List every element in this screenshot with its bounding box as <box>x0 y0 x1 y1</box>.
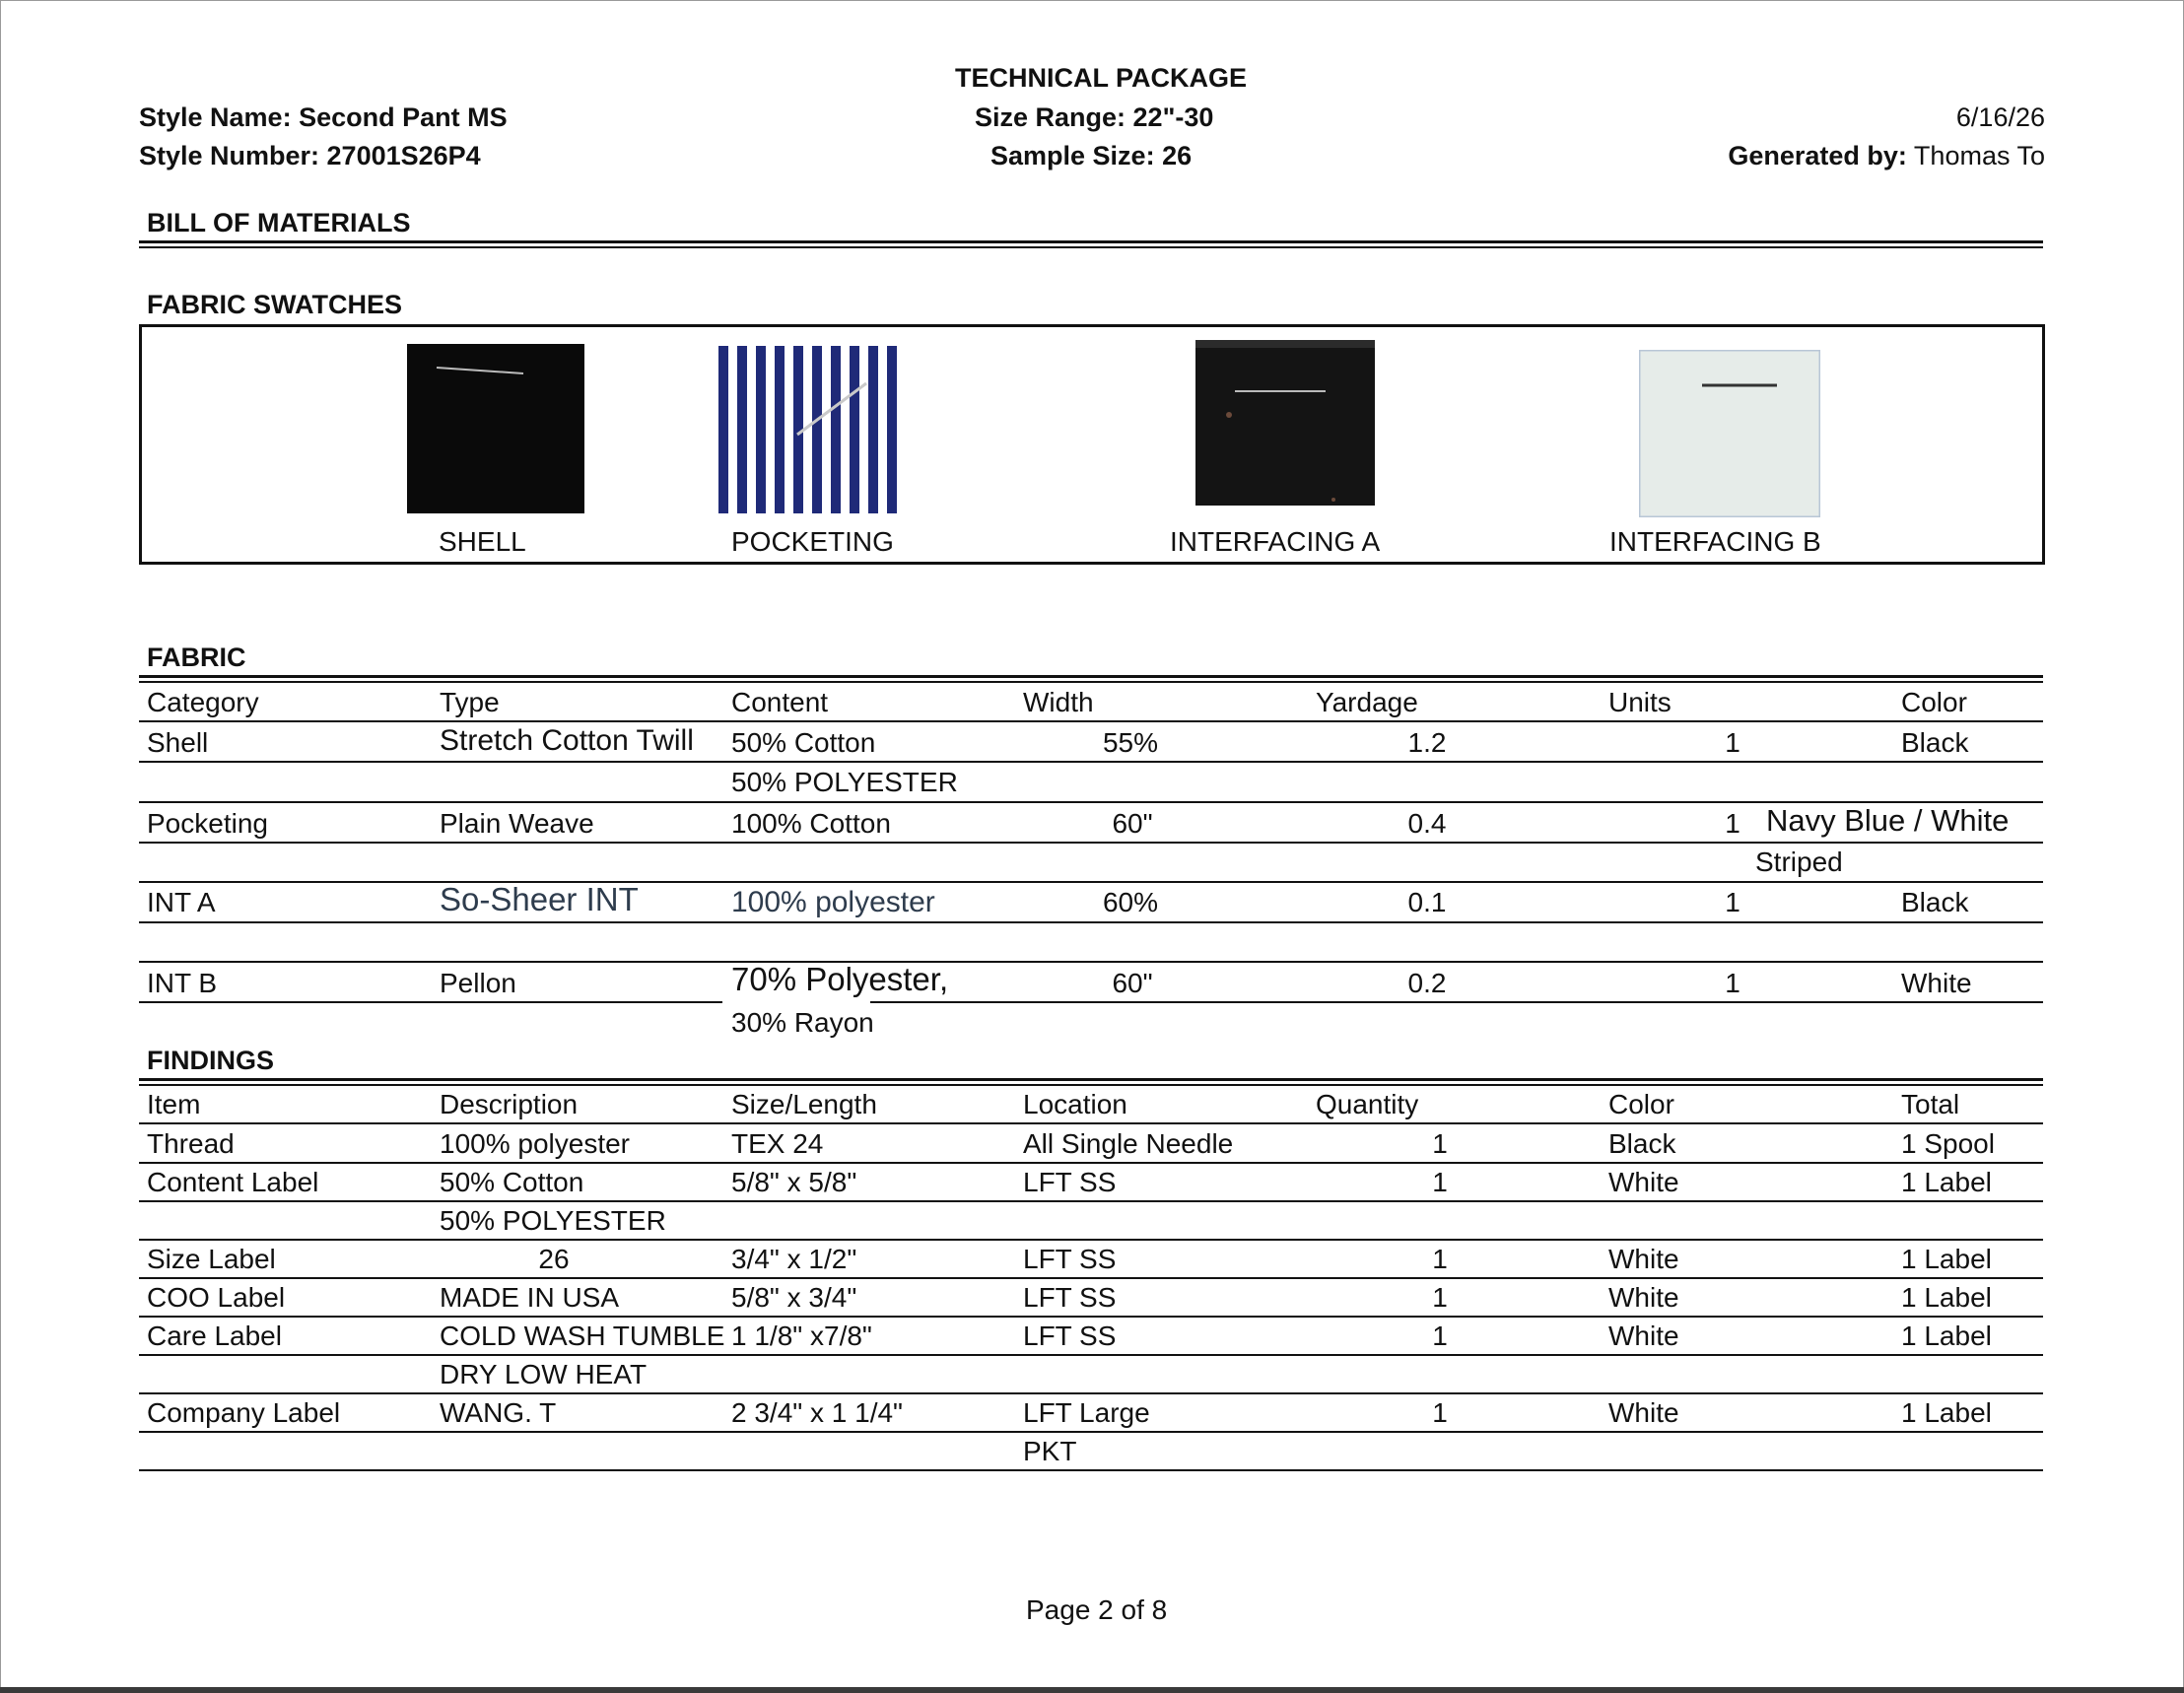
fabric-units: 1 <box>1725 887 1740 917</box>
fabric-col-category: Category <box>147 687 259 717</box>
findings-rule <box>139 1431 2043 1433</box>
fabric-rule <box>139 761 2043 763</box>
fabric-yardage: 0.2 <box>1407 968 1447 998</box>
sample-size: Sample Size: 26 <box>990 141 1193 170</box>
fabric-content-line2: 50% POLYESTER <box>731 767 958 797</box>
findings-col-color: Color <box>1608 1089 1674 1119</box>
findings-rule <box>139 1277 2043 1279</box>
fabric-width: 60" <box>1112 968 1153 998</box>
fabric-units: 1 <box>1725 808 1740 839</box>
swatch-label-interfacing-b: INTERFACING B <box>1609 526 1821 557</box>
fabric-width: 60% <box>1102 887 1159 917</box>
findings-item: Content Label <box>147 1167 319 1197</box>
findings-rule <box>139 1316 2043 1318</box>
findings-description: MADE IN USA <box>440 1282 620 1313</box>
findings-description-line2: DRY LOW HEAT <box>440 1359 648 1389</box>
findings-quantity: 1 <box>1432 1244 1448 1274</box>
findings-location-line2: PKT <box>1023 1436 1077 1466</box>
fabric-rule <box>139 921 2043 923</box>
fabric-col-color: Color <box>1901 687 1967 717</box>
fabric-category: Shell <box>147 727 209 758</box>
findings-col-total: Total <box>1901 1089 1960 1119</box>
findings-description-line2: 50% POLYESTER <box>440 1205 666 1236</box>
fabric-color-line2: Striped <box>1755 846 1843 877</box>
fabric-rule <box>139 1001 722 1003</box>
fabric-category: Pocketing <box>147 808 268 839</box>
interfacing-a-swatch <box>1195 340 1375 506</box>
fabric-category: INT B <box>147 968 218 998</box>
findings-rule <box>139 1122 2043 1124</box>
findings-col-description: Description <box>440 1089 579 1119</box>
findings-rule <box>139 1200 2043 1202</box>
fabric-rule <box>139 881 2043 883</box>
fabric-content: 70% Polyester, <box>731 961 949 997</box>
findings-item: Company Label <box>147 1397 341 1428</box>
findings-item: COO Label <box>147 1282 286 1313</box>
findings-description: 50% Cotton <box>440 1167 584 1197</box>
findings-rule <box>139 1354 2043 1356</box>
page-bottom-edge <box>0 1687 2184 1693</box>
shell-swatch-image <box>407 344 584 513</box>
fabric-rule <box>139 961 2043 963</box>
findings-rule <box>139 1392 2043 1394</box>
findings-location: All Single Needle <box>1023 1128 1234 1159</box>
fabric-type: So-Sheer INT <box>440 881 639 917</box>
findings-rule <box>139 1162 2043 1164</box>
swatch-label-interfacing-a: INTERFACING A <box>1170 526 1381 557</box>
fabric-content: 50% Cotton <box>731 727 876 758</box>
findings-color: White <box>1608 1397 1679 1428</box>
fabric-col-type: Type <box>440 687 500 717</box>
pocketing-swatch <box>718 346 898 513</box>
fabric-color: Black <box>1901 727 1969 758</box>
interfacing-a-swatch-image <box>1195 340 1375 506</box>
shell-swatch <box>407 344 584 513</box>
findings-col-size: Size/Length <box>731 1089 877 1119</box>
findings-location: LFT Large <box>1023 1397 1150 1428</box>
size-range: Size Range: 22"-30 <box>975 102 1214 132</box>
findings-quantity: 1 <box>1432 1128 1448 1159</box>
page-number: Page 2 of 8 <box>1026 1594 1168 1625</box>
style-number: Style Number: 27001S26P4 <box>139 141 481 170</box>
findings-total: 1 Spool <box>1901 1128 1995 1159</box>
findings-size: TEX 24 <box>731 1128 824 1159</box>
fabric-width: 55% <box>1102 727 1159 758</box>
findings-total: 1 Label <box>1901 1397 1992 1428</box>
findings-quantity: 1 <box>1432 1167 1448 1197</box>
findings-total: 1 Label <box>1901 1282 1992 1313</box>
findings-quantity: 1 <box>1432 1397 1448 1428</box>
fabric-col-content: Content <box>731 687 829 717</box>
swatches-title: FABRIC SWATCHES <box>147 290 403 319</box>
findings-rule <box>139 1239 2043 1241</box>
findings-rule <box>139 1469 2043 1471</box>
findings-total: 1 Label <box>1901 1321 1992 1351</box>
fabric-rule <box>139 720 2043 722</box>
findings-col-quantity: Quantity <box>1316 1089 1419 1119</box>
interfacing-b-swatch <box>1639 350 1820 517</box>
findings-color: White <box>1608 1321 1679 1351</box>
findings-item: Size Label <box>147 1244 276 1274</box>
fabric-units: 1 <box>1725 727 1740 758</box>
findings-color: Black <box>1608 1128 1676 1159</box>
fabric-units: 1 <box>1725 968 1740 998</box>
fabric-yardage: 1.2 <box>1407 727 1447 758</box>
findings-size: 5/8" x 5/8" <box>731 1167 857 1197</box>
findings-location: LFT SS <box>1023 1282 1117 1313</box>
findings-quantity: 1 <box>1432 1282 1448 1313</box>
findings-location: LFT SS <box>1023 1167 1117 1197</box>
findings-color: White <box>1608 1282 1679 1313</box>
findings-size: 5/8" x 3/4" <box>731 1282 857 1313</box>
bom-divider <box>139 240 2043 248</box>
swatch-label-shell: SHELL <box>439 526 526 557</box>
findings-location: LFT SS <box>1023 1244 1117 1274</box>
findings-size: 3/4" x 1/2" <box>731 1244 857 1274</box>
findings-title: FINDINGS <box>147 1046 275 1075</box>
fabric-type: Plain Weave <box>440 808 594 839</box>
fabric-yardage: 0.1 <box>1407 887 1447 917</box>
fabric-rule <box>870 1001 2043 1003</box>
findings-color: White <box>1608 1167 1679 1197</box>
findings-top-divider <box>139 1078 2043 1086</box>
fabric-col-width: Width <box>1023 687 1094 717</box>
fabric-rule <box>139 842 2043 844</box>
doc-date: 6/16/26 <box>1955 102 2045 132</box>
generated-by-value: Thomas To <box>1906 141 2045 170</box>
fabric-yardage: 0.4 <box>1407 808 1447 839</box>
bom-title: BILL OF MATERIALS <box>147 208 411 237</box>
fabric-content-line2: 30% Rayon <box>731 1007 874 1038</box>
findings-description: COLD WASH TUMBLE <box>440 1321 725 1351</box>
generated-by-label: Generated by: <box>1728 141 1907 170</box>
findings-description: 100% polyester <box>440 1128 631 1159</box>
fabric-color: White <box>1901 968 1972 998</box>
fabric-title: FABRIC <box>147 643 246 672</box>
generated-by <box>1728 140 2045 171</box>
findings-total: 1 Label <box>1901 1167 1992 1197</box>
swatch-label-pocketing: POCKETING <box>731 526 894 557</box>
fabric-color: Navy Blue / White <box>1766 803 2010 838</box>
fabric-content: 100% Cotton <box>731 808 891 839</box>
fabric-type: Pellon <box>440 968 516 998</box>
findings-col-item: Item <box>147 1089 201 1119</box>
findings-quantity: 1 <box>1432 1321 1448 1351</box>
findings-description: 26 <box>538 1244 570 1274</box>
fabric-content: 100% polyester <box>731 886 935 918</box>
findings-color: White <box>1608 1244 1679 1274</box>
findings-location: LFT SS <box>1023 1321 1117 1351</box>
findings-size: 1 1/8" x7/8" <box>731 1321 872 1351</box>
findings-size: 2 3/4" x 1 1/4" <box>731 1397 903 1428</box>
fabric-rule <box>139 801 2043 803</box>
findings-total: 1 Label <box>1901 1244 1992 1274</box>
fabric-width: 60" <box>1112 808 1153 839</box>
findings-item: Thread <box>147 1128 235 1159</box>
fabric-color: Black <box>1901 887 1969 917</box>
style-name: Style Name: Second Pant MS <box>139 102 508 132</box>
fabric-col-yardage: Yardage <box>1316 687 1418 717</box>
doc-title: TECHNICAL PACKAGE <box>955 63 1248 93</box>
pocketing-swatch-image <box>718 346 898 513</box>
fabric-top-divider <box>139 675 2043 683</box>
fabric-col-units: Units <box>1608 687 1672 717</box>
fabric-type: Stretch Cotton Twill <box>440 724 694 757</box>
findings-description: WANG. T <box>440 1397 557 1428</box>
fabric-category: INT A <box>147 887 216 917</box>
interfacing-b-swatch-image <box>1639 350 1820 517</box>
findings-item: Care Label <box>147 1321 282 1351</box>
findings-col-location: Location <box>1023 1089 1127 1119</box>
